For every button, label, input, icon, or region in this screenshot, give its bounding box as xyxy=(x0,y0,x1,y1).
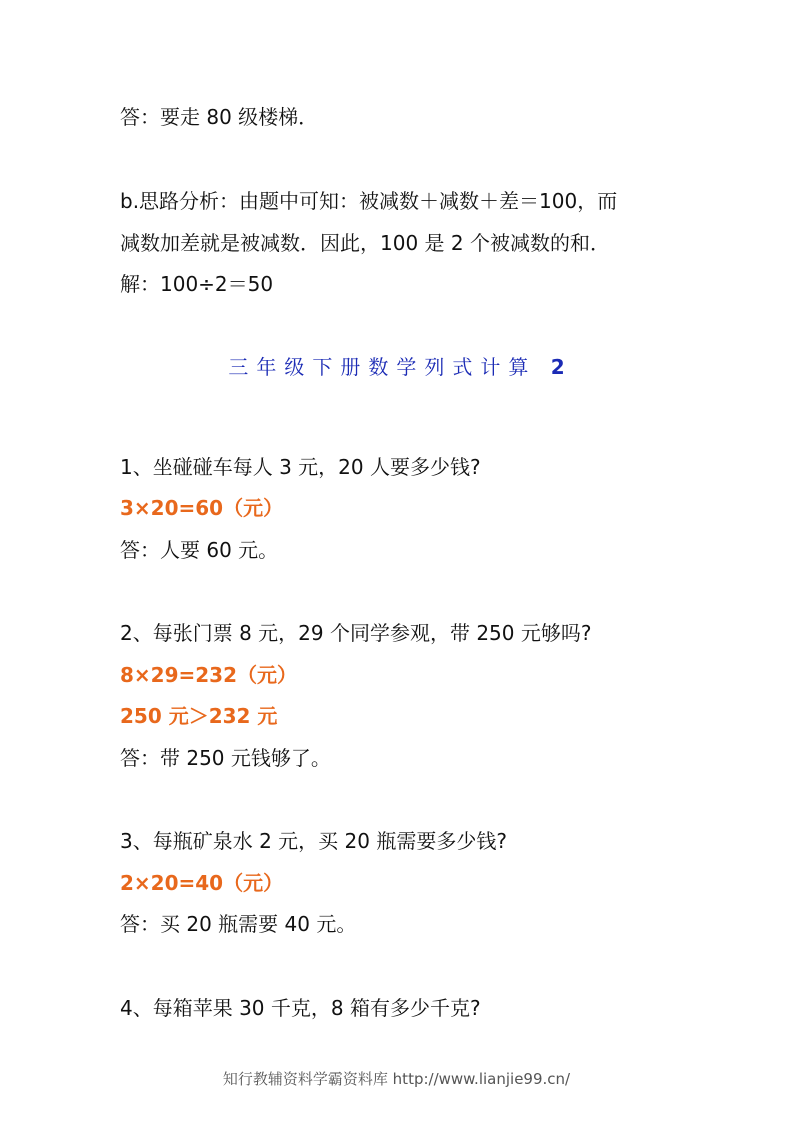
question-3-answer: 答：买 20 瓶需要 40 元。 xyxy=(120,912,357,936)
question-1-answer: 答：人要 60 元。 xyxy=(120,538,279,562)
question-3-formula: 2×20=40（元） xyxy=(120,871,284,895)
question-2: 2、每张门票 8 元，29 个同学参观，带 250 元够吗? xyxy=(120,621,592,645)
section-title xyxy=(0,352,793,382)
question-3: 3、每瓶矿泉水 2 元，买 20 瓶需要多少钱? xyxy=(120,829,507,853)
question-4: 4、每箱苹果 30 千克，8 箱有多少千克? xyxy=(120,996,481,1020)
analysis-line-2: 减数加差就是被减数．因此，100 是 2 个被减数的和． xyxy=(120,231,610,255)
question-2-answer: 答：带 250 元钱够了。 xyxy=(120,746,331,770)
section-title-text: 三年级下册数学列式计算 xyxy=(228,355,537,379)
question-2-formula-2: 250 元＞232 元 xyxy=(120,704,278,728)
question-1-formula: 3×20=60（元） xyxy=(120,496,284,520)
question-1: 1、坐碰碰车每人 3 元，20 人要多少钱? xyxy=(120,455,481,479)
previous-answer: 答：要走 80 级楼梯． xyxy=(120,105,319,129)
question-2-formula-1: 8×29=232（元） xyxy=(120,663,298,687)
footer-watermark: 知行教辅资料学霸资料库 http://www.lianjie99.cn/ xyxy=(222,1070,571,1088)
solution-line: 解：100÷2＝50 xyxy=(120,272,274,296)
section-title-number: 2 xyxy=(550,355,565,379)
analysis-line-1: b.思路分析：由题中可知：被减数＋减数＋差＝100，而 xyxy=(120,189,618,213)
